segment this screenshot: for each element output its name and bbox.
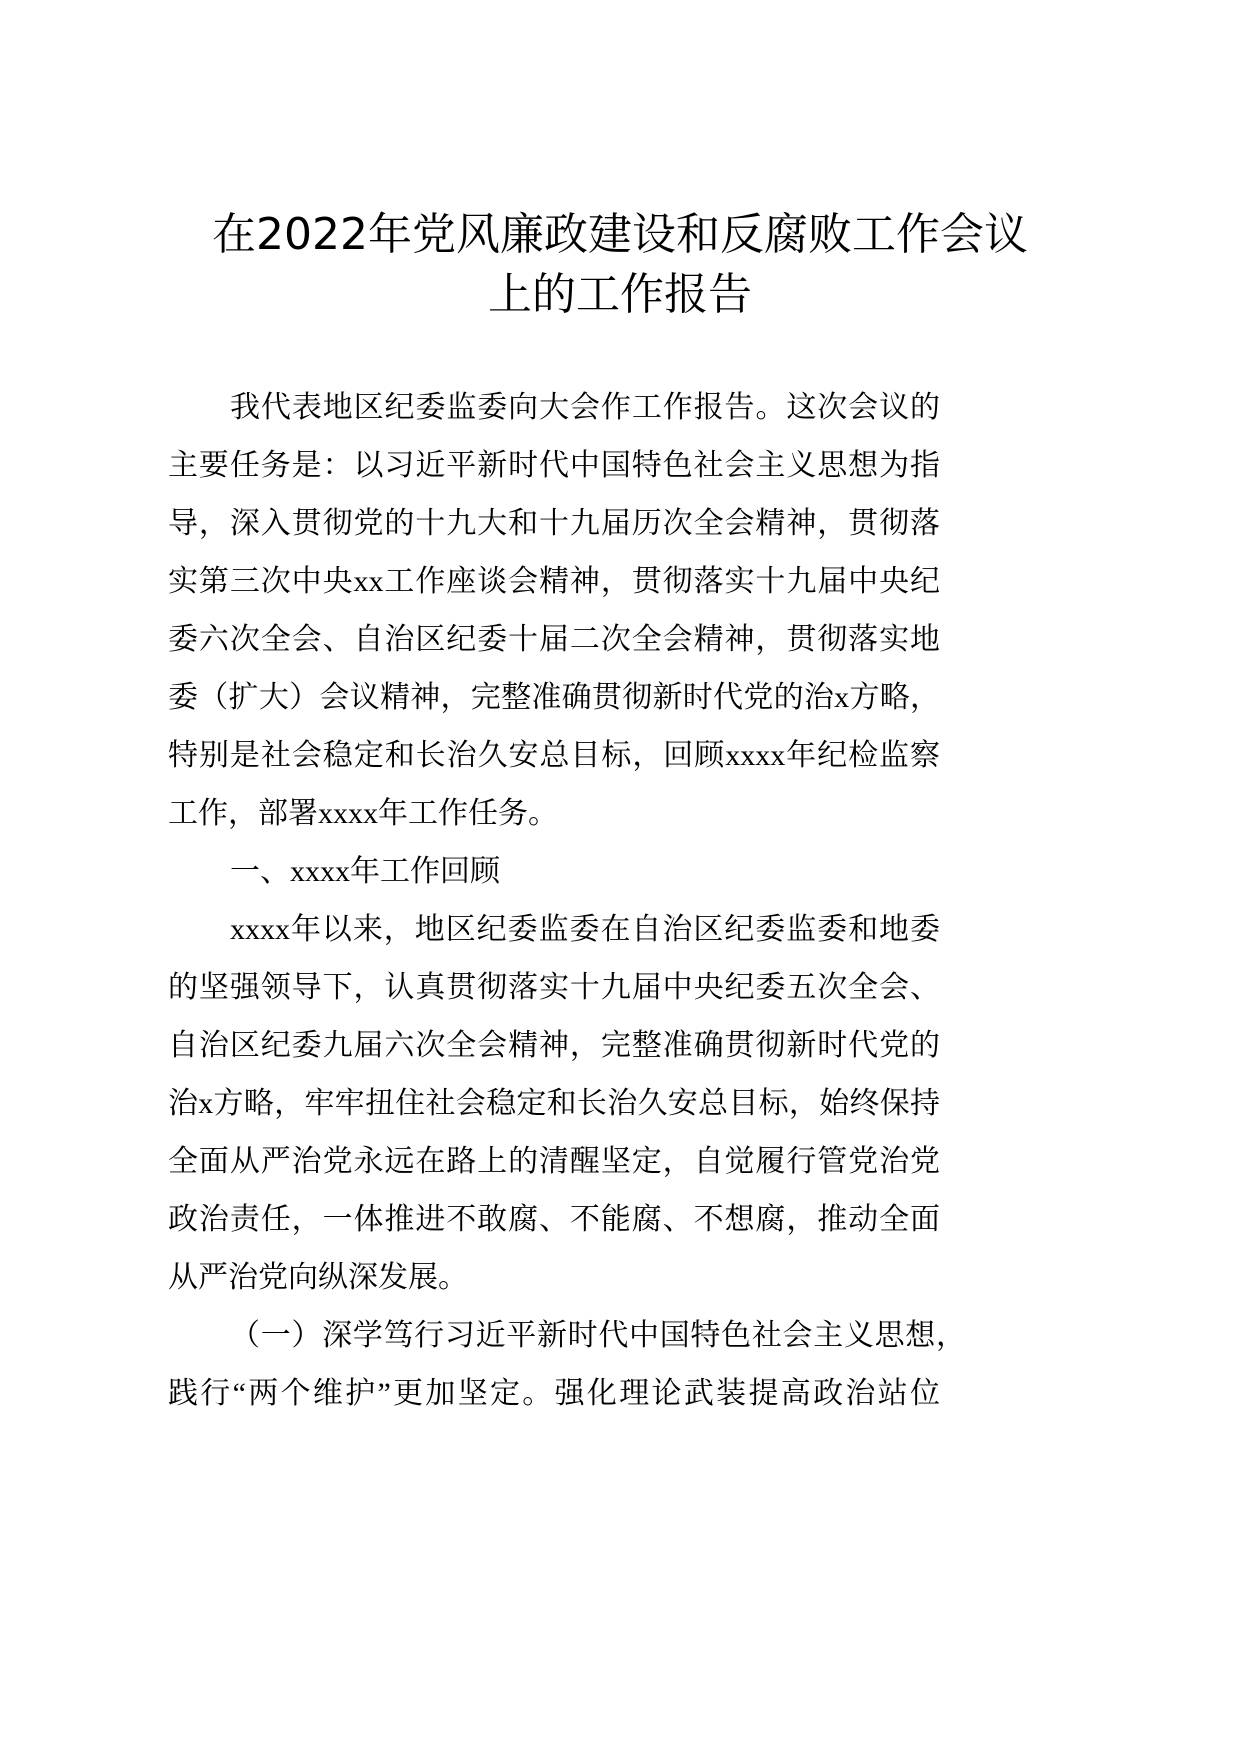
title-line-2: 上的工作报告 xyxy=(488,269,752,320)
paragraph-line: 委六次全会、自治区纪委十届二次全会精神，贯彻落实地 xyxy=(168,623,940,656)
paragraph-line: xxxx年以来，地区纪委监委在自治区纪委监委和地委 xyxy=(230,913,940,946)
paragraph-line: 实第三次中央xx工作座谈会精神，贯彻落实十九届中央纪 xyxy=(168,565,940,598)
paragraph-line: （一）深学笃行习近平新时代中国特色社会主义思想， xyxy=(230,1319,966,1352)
paragraph-line: 从严治党向纵深发展。 xyxy=(168,1261,468,1294)
paragraph-line: 特别是社会稳定和长治久安总目标，回顾xxxx年纪检监察 xyxy=(168,739,940,772)
paragraph-line: 的坚强领导下，认真贯彻落实十九届中央纪委五次全会、 xyxy=(168,971,940,1004)
paragraph-line: 自治区纪委九届六次全会精神，完整准确贯彻新时代党的 xyxy=(168,1029,940,1062)
title-line-1: 在2022年党风廉政建设和反腐败工作会议 xyxy=(212,209,1028,260)
paragraph-line: 政治责任，一体推进不敢腐、不能腐、不想腐，推动全面 xyxy=(168,1203,940,1236)
paragraph-line: 治x方略，牢牢扭住社会稳定和长治久安总目标，始终保持 xyxy=(168,1087,940,1120)
paragraph-line: 主要任务是：以习近平新时代中国特色社会主义思想为指 xyxy=(168,449,940,482)
paragraph-line: 我代表地区纪委监委向大会作工作报告。这次会议的 xyxy=(230,391,940,424)
paragraph-line: 委（扩大）会议精神，完整准确贯彻新时代党的治x方略， xyxy=(168,681,940,714)
paragraph-line: 工作，部署xxxx年工作任务。 xyxy=(168,797,558,830)
paragraph-line: 全面从严治党永远在路上的清醒坚定，自觉履行管党治党 xyxy=(168,1145,940,1178)
paragraph-line: 践行“两个维护”更加坚定。强化理论武装提高政治站位 xyxy=(168,1377,940,1410)
section-heading: 一、xxxx年工作回顾 xyxy=(230,855,500,888)
paragraph-line: 导，深入贯彻党的十九大和十九届历次全会精神，贯彻落 xyxy=(168,507,940,540)
